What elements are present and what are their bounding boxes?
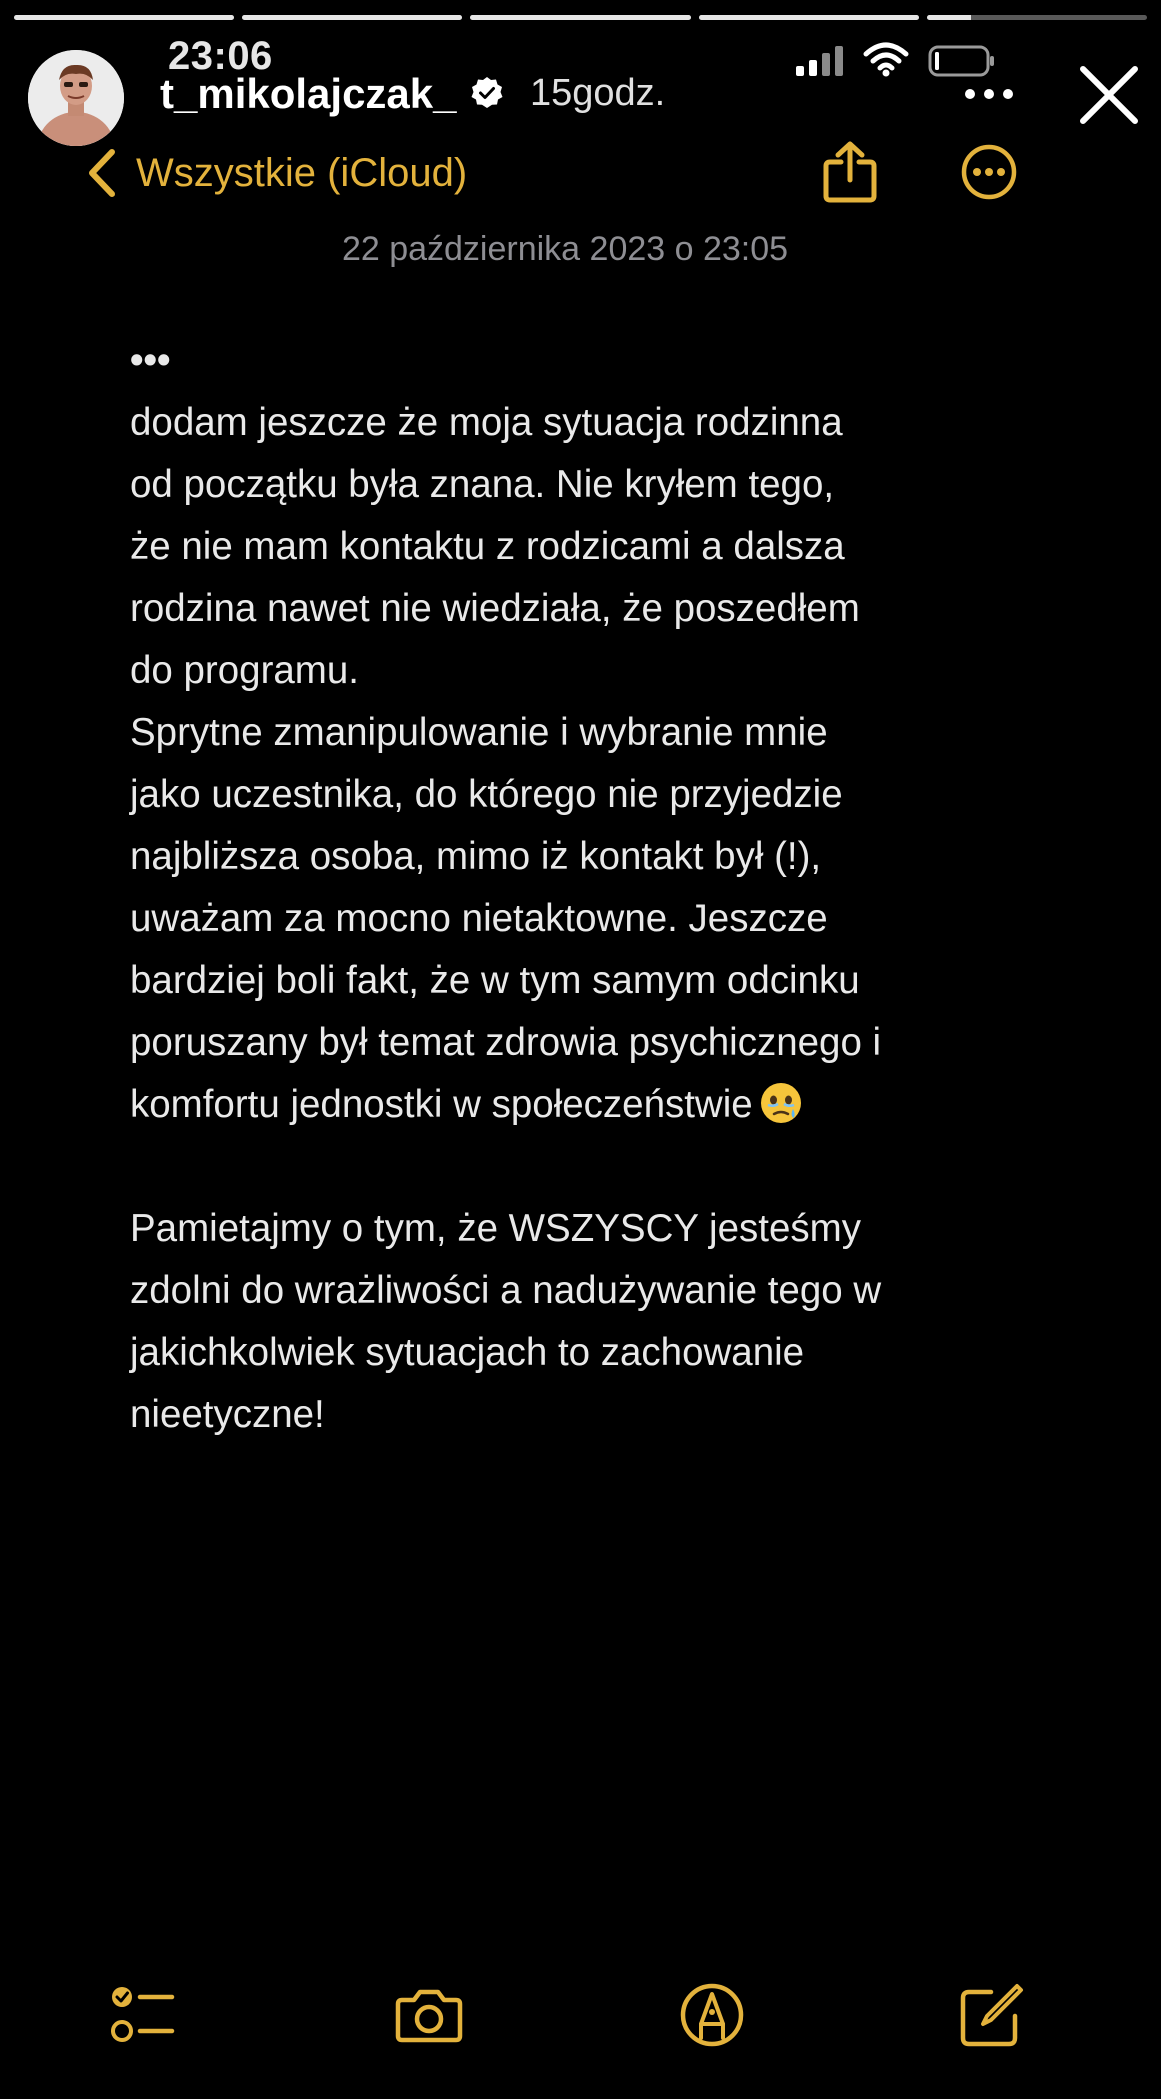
note-date: 22 października 2023 o 23:05 [341, 230, 789, 268]
note-line: bardziej boli fakt, że w tym samym odcinku [130, 959, 860, 1002]
more-options-icon[interactable] [960, 143, 1018, 201]
note-line: od początku była znana. Nie kryłem tego, [130, 463, 835, 506]
verified-badge-icon [470, 76, 504, 110]
note-body[interactable] [130, 330, 1030, 1446]
note-line-text: komfortu jednostki w społeczeństwie [130, 1083, 753, 1126]
wifi-icon [862, 40, 910, 78]
note-line-with-emoji [130, 1074, 1030, 1136]
note-line: Sprytne zmanipulowanie i wybranie mnie [130, 711, 828, 754]
note-line: że nie mam kontaktu z rodzicami a dalsza [130, 525, 845, 568]
close-icon[interactable] [1078, 64, 1140, 126]
markup-icon[interactable] [677, 1980, 747, 2050]
back-button-label: Wszystkie (iCloud) [136, 150, 468, 195]
story-progress-bar [14, 15, 1147, 20]
story-progress-segment [242, 15, 462, 20]
note-line: do programu. [130, 649, 359, 692]
note-line: rodzina nawet nie wiedziała, że poszedłem [130, 587, 860, 630]
story-progress-segment [14, 15, 234, 20]
note-line: uważam za mocno nietaktowne. Jeszcze [130, 897, 828, 940]
note-line: dodam jeszcze że moja sytuacja rodzinna [130, 401, 843, 444]
story-age: 15godz. [530, 72, 666, 114]
note-line: Pamietajmy o tym, że WSZYSCY jesteśmy [130, 1207, 861, 1250]
profile-photo-icon [28, 50, 124, 146]
back-to-folder-button[interactable] [84, 146, 467, 200]
story-progress-segment [699, 15, 919, 20]
avatar[interactable] [28, 50, 124, 146]
story-progress-segment [470, 15, 690, 20]
cellular-signal-icon [796, 44, 846, 78]
note-line: najbliższa osoba, mimo iż kontakt był (!), [130, 835, 822, 878]
note-ellipsis: ••• [130, 339, 171, 382]
camera-icon[interactable] [394, 1980, 464, 2050]
story-progress-segment [927, 15, 1147, 20]
chevron-left-icon [84, 146, 120, 200]
note-line: poruszany był temat zdrowia psychicznego i [130, 1021, 882, 1064]
share-icon[interactable] [820, 140, 880, 204]
note-line: jako uczestnika, do którego nie przyjedzie [130, 773, 843, 816]
story-username[interactable]: t_mikolajczak_ [160, 70, 457, 117]
compose-icon[interactable] [957, 1980, 1027, 2050]
story-more-icon[interactable] [962, 72, 1016, 112]
note-line: zdolni do wrażliwości a nadużywanie tego w [130, 1269, 882, 1312]
checklist-icon[interactable] [108, 1980, 178, 2050]
note-line: jakichkolwiek sytuacjach to zachowanie [130, 1331, 805, 1374]
status-bar-time: 23:06 [168, 34, 273, 78]
note-line: nieetyczne! [130, 1393, 325, 1436]
face-holding-back-tears-icon [759, 1081, 803, 1125]
